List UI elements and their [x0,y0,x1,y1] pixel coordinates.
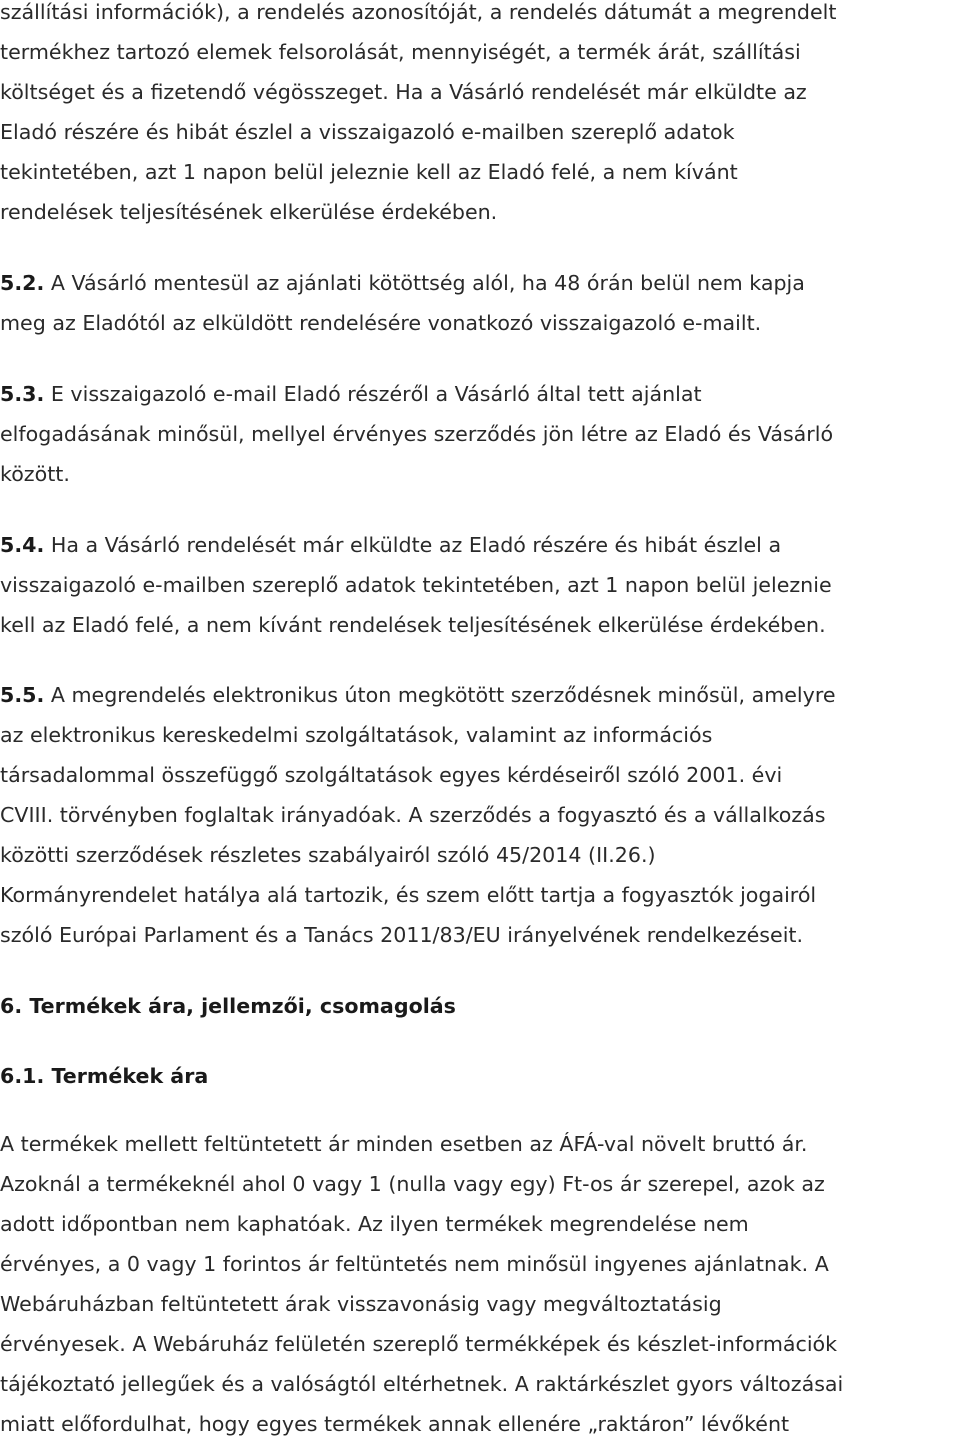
text-line: tekintetében, azt 1 napon belül jeleznie kell az Eladó felé, a nem kívánt [0,160,738,184]
section-heading-6-1: 6.1. Termékek ára [0,1064,209,1088]
text-line: költséget és a fizetendő végösszeget. Ha a Vásárló rendelését már elküldte az [0,80,807,104]
text-line: termékhez tartozó elemek felsorolását, mennyiségét, a termék árát, szállítási [0,40,801,64]
section-number: 5.3. [0,382,45,406]
text-line: meg az Eladótól az elküldött rendelésére vonatkozó visszaigazoló e-mailt. [0,311,762,335]
text-line: rendelések teljesítésének elkerülése érdekében. [0,200,498,224]
text-line: adott időpontban nem kaphatóak. Az ilyen termékek megrendelése nem [0,1212,749,1236]
text-line: kell az Eladó felé, a nem kívánt rendelések teljesítésének elkerülése érdekében. [0,613,826,637]
text-line: Kormányrendelet hatálya alá tartozik, és szem előtt tartja a fogyasztók jogairól [0,883,817,907]
text-line: között. [0,462,70,486]
text-line [0,273,805,294]
section-text: Ha a Vásárló rendelését már elküldte az Eladó részére és hibát észlel a [44,533,782,557]
text-line: tájékoztató jellegűek és a valóságtól eltérhetnek. A raktárkészlet gyors változásai [0,1372,844,1396]
section-text: A Vásárló mentesül az ajánlati kötöttség alól, ha 48 órán belül nem kapja [44,271,805,295]
text-line [0,685,836,706]
text-line: érvényes, a 0 vagy 1 forintos ár feltüntetés nem minősül ingyenes ajánlatnak. A [0,1252,829,1276]
text-line [0,384,702,405]
section-number: 5.2. [0,271,45,295]
text-line: közötti szerződések részletes szabályairól szóló 45/2014 (II.26.) [0,843,656,867]
text-line: visszaigazoló e-mailben szereplő adatok tekintetében, azt 1 napon belül jeleznie [0,573,832,597]
text-line: elfogadásának minősül, mellyel érvényes szerződés jön létre az Eladó és Vásárló [0,422,834,446]
text-line: CVIII. törvényben foglaltak irányadóak. A szerződés a fogyasztó és a vállalkozás [0,803,826,827]
section-text: A megrendelés elektronikus úton megkötött szerződésnek minősül, amelyre [44,683,836,707]
text-line: Eladó részére és hibát észlel a visszaigazoló e-mailben szereplő adatok [0,120,735,144]
text-line: érvényesek. A Webáruház felületén szereplő termékképek és készlet-információk [0,1332,838,1356]
text-line: szóló Európai Parlament és a Tanács 2011/83/EU irányelvének rendelkezéseit. [0,923,804,947]
text-line: Webáruházban feltüntetett árak visszavonásig vagy megváltoztatásig [0,1292,722,1316]
text-line: miatt előfordulhat, hogy egyes termékek annak ellenére „raktáron” lévőként [0,1412,790,1436]
section-heading-6: 6. Termékek ára, jellemzői, csomagolás [0,994,456,1018]
text-line: A termékek mellett feltüntetett ár minden esetben az ÁFÁ-val növelt bruttó ár. [0,1132,808,1156]
section-number: 5.4. [0,533,45,557]
section-number: 5.5. [0,683,45,707]
text-line: társadalommal összefüggő szolgáltatások egyes kérdéseiről szóló 2001. évi [0,763,783,787]
text-line: az elektronikus kereskedelmi szolgáltatások, valamint az információs [0,723,713,747]
text-line: Azoknál a termékeknél ahol 0 vagy 1 (nulla vagy egy) Ft-os ár szerepel, azok az [0,1172,825,1196]
text-line [0,535,781,556]
text-line: szállítási információk), a rendelés azonosítóját, a rendelés dátumát a megrendelt [0,0,837,24]
section-text: E visszaigazoló e-mail Eladó részéről a Vásárló által tett ajánlat [44,382,702,406]
